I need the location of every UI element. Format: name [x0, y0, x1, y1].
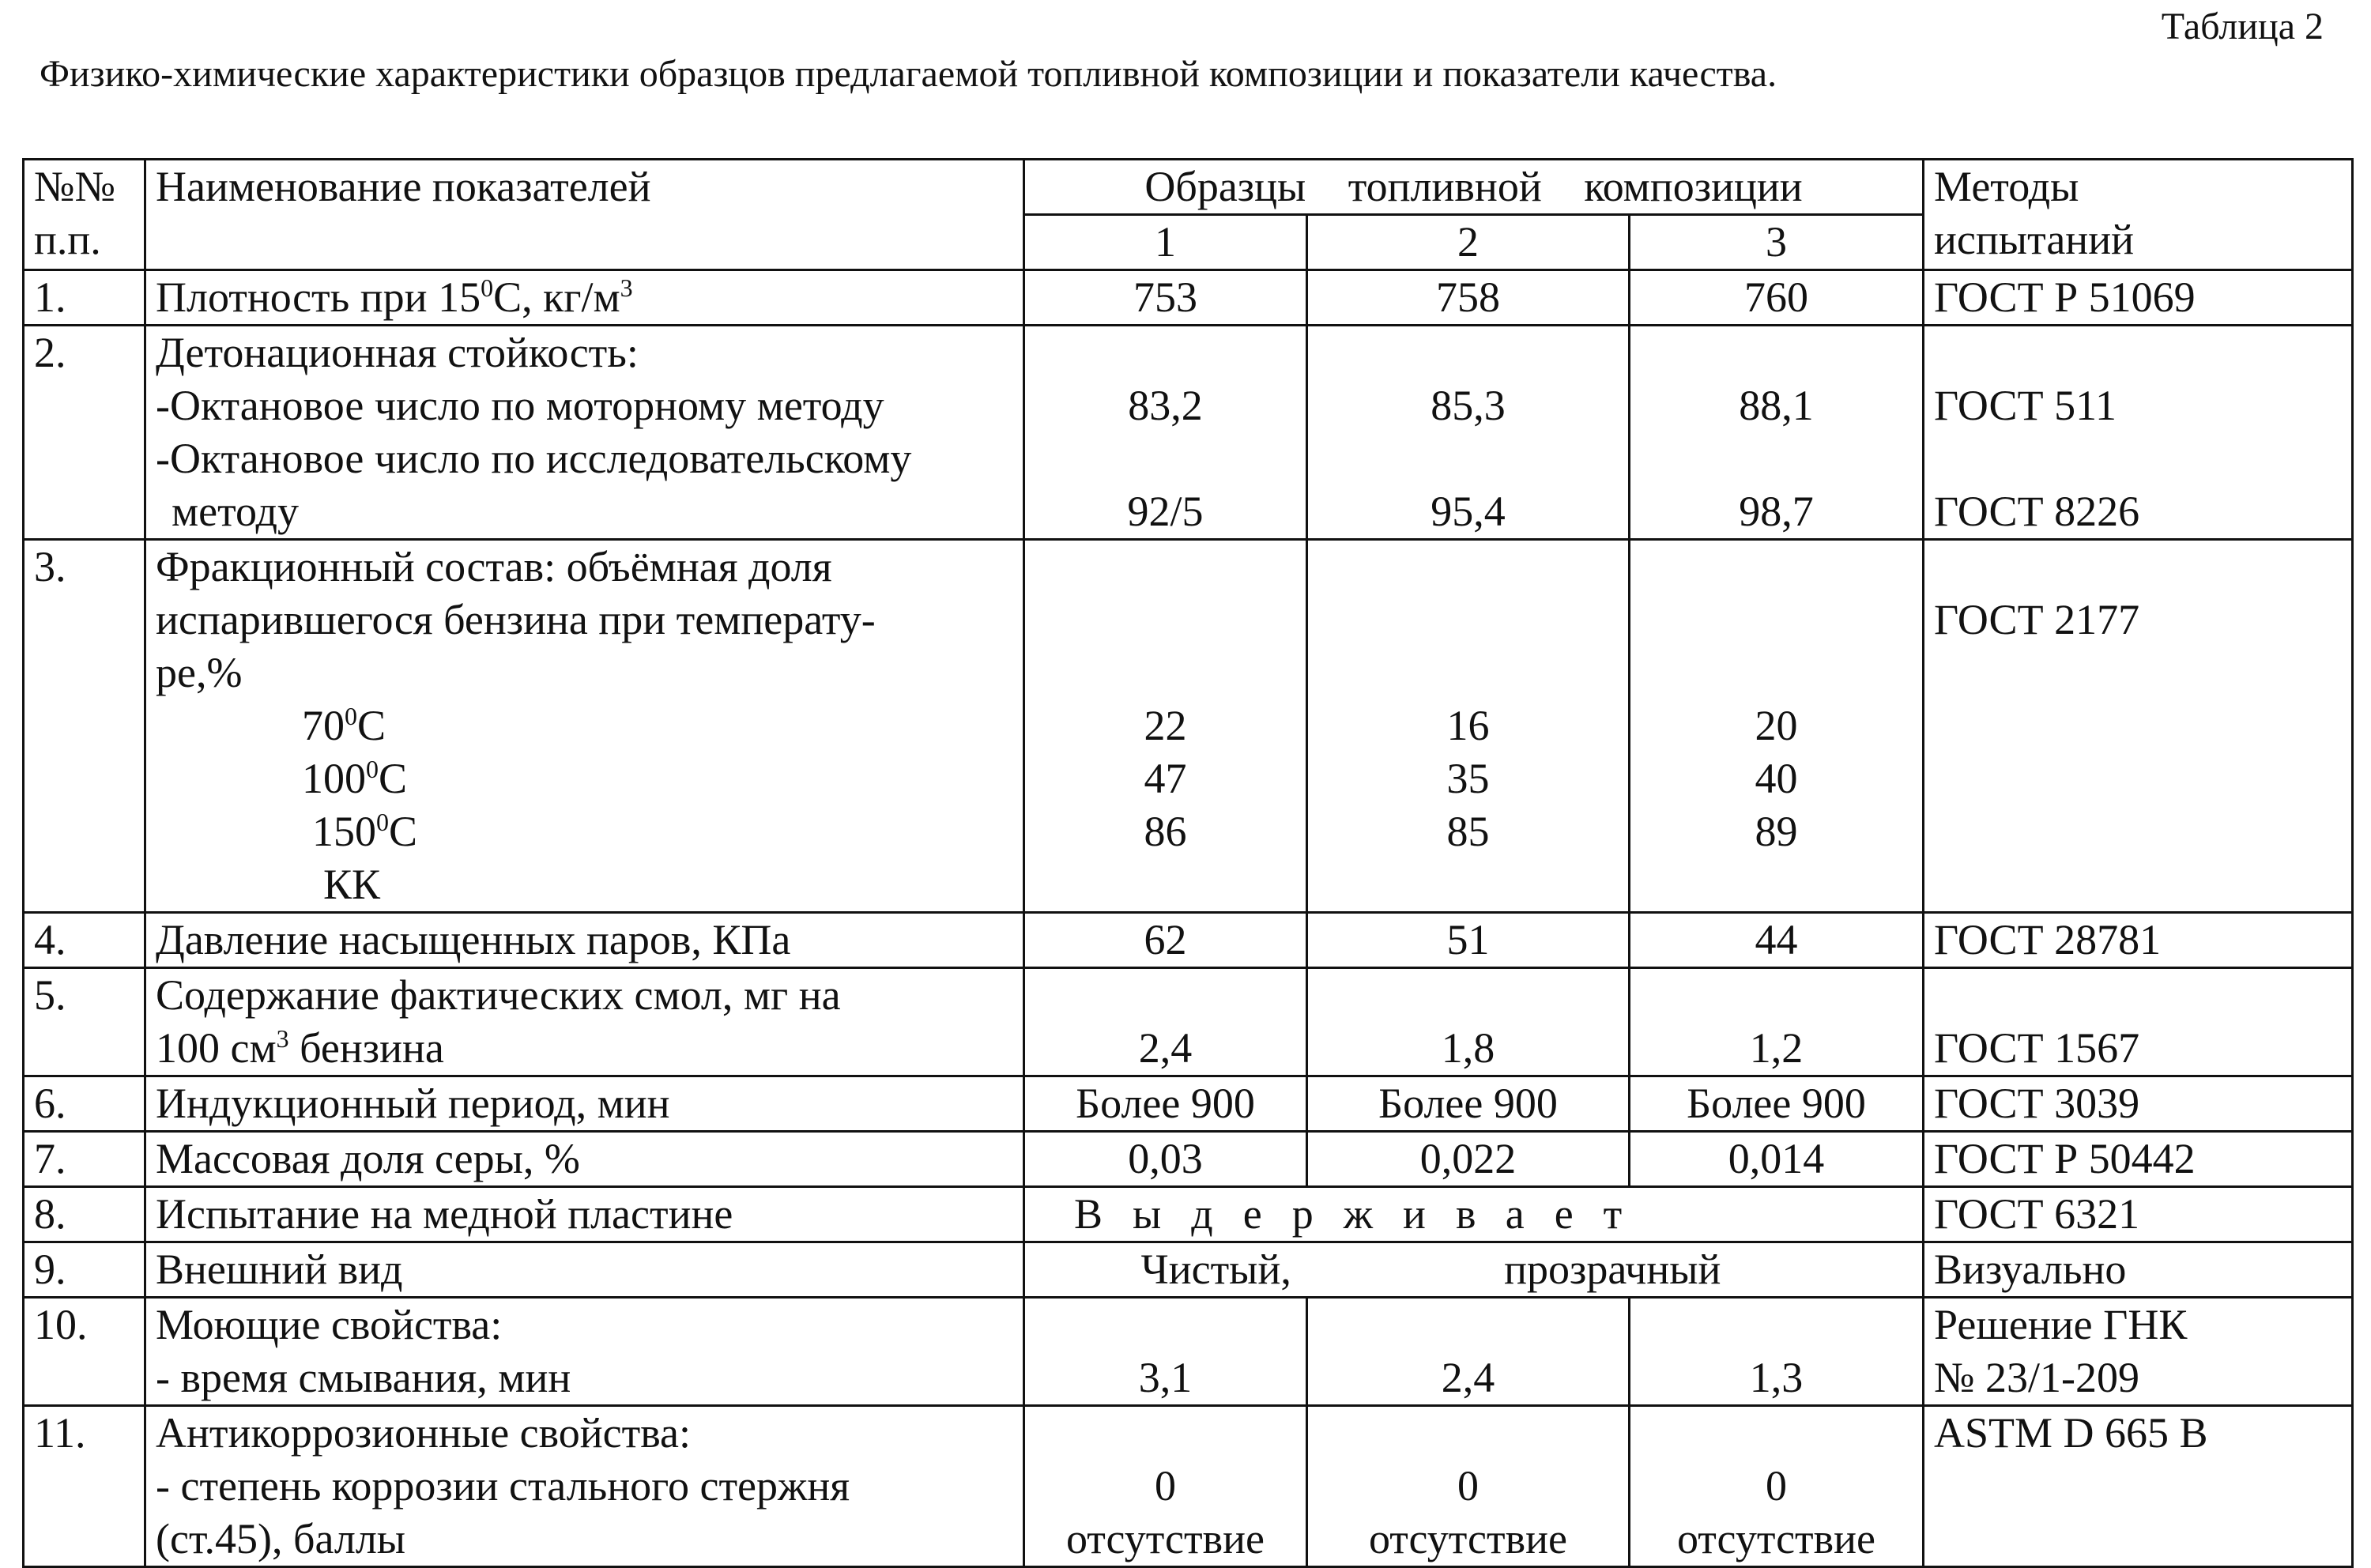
value-cell: 2,4	[1024, 968, 1307, 1076]
table-row	[24, 540, 2353, 913]
method-cell: Решение ГНК № 23/1-209	[1924, 1298, 2353, 1406]
table-row	[24, 1076, 2353, 1132]
row-num: 11.	[24, 1406, 145, 1567]
value-cell: 44	[1630, 913, 1924, 968]
row-name: Массовая доля серы, %	[145, 1132, 1024, 1187]
value-cell: 758	[1307, 270, 1630, 326]
value-cell: 0 отсутствие	[1630, 1406, 1924, 1567]
table-number: Таблица 2	[2161, 6, 2324, 47]
table-row	[24, 270, 2353, 326]
value-cell: Более 900	[1307, 1076, 1630, 1132]
row-name: Содержание фактических смол, мг на 100 $см^3$ бензина	[145, 968, 1024, 1076]
row-num: 3.	[24, 540, 145, 913]
method-cell: ГОСТ 28781	[1924, 913, 2353, 968]
value-cell: 1,2	[1630, 968, 1924, 1076]
value-cell: 0,022	[1307, 1132, 1630, 1187]
value-cell: 3,1	[1024, 1298, 1307, 1406]
table-row	[24, 913, 2353, 968]
row-num: 1.	[24, 270, 145, 326]
value-cell: 760	[1630, 270, 1924, 326]
method-cell: ASTM D 665 B	[1924, 1406, 2353, 1567]
header-method: Методы испытаний	[1924, 160, 2353, 270]
row-num: 7.	[24, 1132, 145, 1187]
value-cell: 0 отсутствие	[1024, 1406, 1307, 1567]
method-cell: ГОСТ 6321	[1924, 1187, 2353, 1242]
merged-value-cell: Выдерживает	[1024, 1187, 1924, 1242]
value-cell: Более 900	[1630, 1076, 1924, 1132]
table-row	[24, 326, 2353, 540]
row-name: Антикоррозионные свойства: - степень коррозии стального стержня (ст.45), баллы	[145, 1406, 1024, 1567]
row-name: Плотность при $15^0С$, $кг/м^3$	[145, 270, 1024, 326]
row-num: 8.	[24, 1187, 145, 1242]
row-name: Внешний вид	[145, 1242, 1024, 1298]
header-samples: Образцы топливной композиции	[1024, 160, 1924, 215]
row-num: 9.	[24, 1242, 145, 1298]
value-cell: 0,014	[1630, 1132, 1924, 1187]
value-cell: 1,3	[1630, 1298, 1924, 1406]
method-cell: Визуально	[1924, 1242, 2353, 1298]
value-cell: 51	[1307, 913, 1630, 968]
row-name: Детонационная стойкость: -Октановое число по моторному методу -Октановое число по исследовательскому методу	[145, 326, 1024, 540]
value-cell: 20 40 89	[1630, 540, 1924, 913]
header-num: №№ п.п.	[24, 160, 145, 270]
row-num: 5.	[24, 968, 145, 1076]
header-name: Наименование показателей	[145, 160, 1024, 270]
header-row	[24, 160, 2353, 215]
value-cell: 62	[1024, 913, 1307, 968]
value-cell: 2,4	[1307, 1298, 1630, 1406]
row-num: 4.	[24, 913, 145, 968]
value-cell: 85,3 95,4	[1307, 326, 1630, 540]
table-row	[24, 1242, 2353, 1298]
table-row	[24, 1406, 2353, 1567]
value-cell: 16 35 85	[1307, 540, 1630, 913]
value-cell: Более 900	[1024, 1076, 1307, 1132]
value-cell: 0 отсутствие	[1307, 1406, 1630, 1567]
value-cell: 88,1 98,7	[1630, 326, 1924, 540]
value-cell: 1,8	[1307, 968, 1630, 1076]
row-name: Испытание на медной пластине	[145, 1187, 1024, 1242]
sample-2-header: 2	[1307, 215, 1630, 270]
merged-value-cell: Чистый, прозрачный	[1024, 1242, 1924, 1298]
properties-table	[22, 158, 2354, 1568]
method-cell: ГОСТ 3039	[1924, 1076, 2353, 1132]
sample-1-header: 1	[1024, 215, 1307, 270]
row-name: Фракционный состав: объёмная доля испарившегося бензина при температу- ре,% $70^0С$ $100^0С$ $150^0С$ КК	[145, 540, 1024, 913]
value-cell: 0,03	[1024, 1132, 1307, 1187]
value-cell: 83,2 92/5	[1024, 326, 1307, 540]
method-cell: ГОСТ Р 50442	[1924, 1132, 2353, 1187]
table-row	[24, 1187, 2353, 1242]
table-row	[24, 968, 2353, 1076]
method-cell: ГОСТ 2177	[1924, 540, 2353, 913]
row-name: Индукционный период, мин	[145, 1076, 1024, 1132]
value-cell: 22 47 86	[1024, 540, 1307, 913]
table-title: Физико-химические характеристики образцов предлагаемой топливной композиции и показатели качества.	[40, 53, 1777, 95]
row-num: 6.	[24, 1076, 145, 1132]
method-cell: ГОСТ Р 51069	[1924, 270, 2353, 326]
table-row	[24, 1132, 2353, 1187]
row-name: Давление насыщенных паров, КПа	[145, 913, 1024, 968]
sample-3-header: 3	[1630, 215, 1924, 270]
row-num: 10.	[24, 1298, 145, 1406]
table-row	[24, 1298, 2353, 1406]
row-num: 2.	[24, 326, 145, 540]
value-cell: 753	[1024, 270, 1307, 326]
method-cell: ГОСТ 1567	[1924, 968, 2353, 1076]
row-name: Моющие свойства: - время смывания, мин	[145, 1298, 1024, 1406]
method-cell: ГОСТ 511 ГОСТ 8226	[1924, 326, 2353, 540]
